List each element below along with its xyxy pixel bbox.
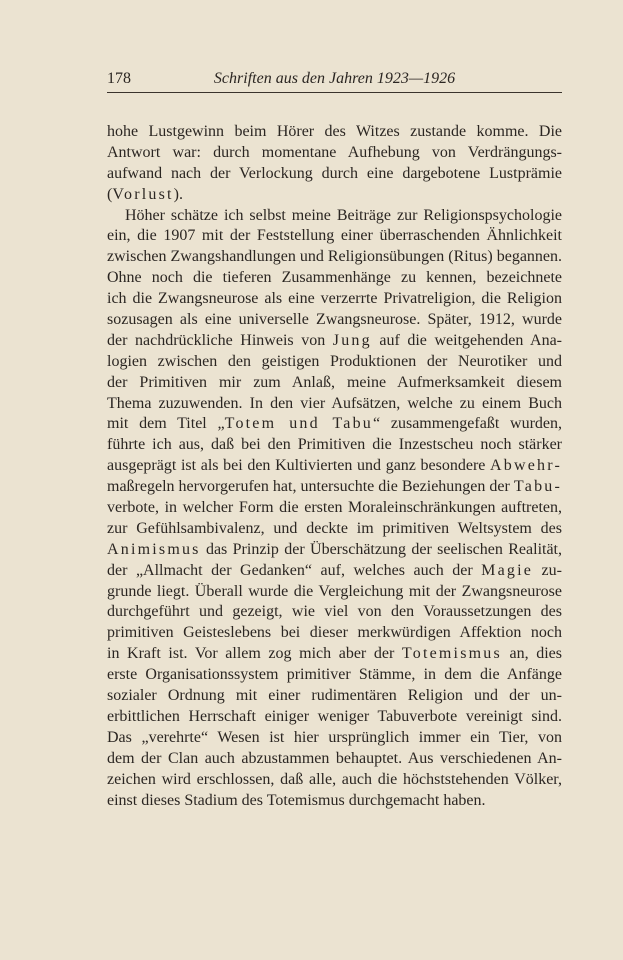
text-segment: das Prinzip der Überschätzung der seelischen Realität, <box>200 540 562 558</box>
spaced-emphasis: Tabu- <box>513 478 562 496</box>
spaced-emphasis: Jung <box>332 331 372 349</box>
running-title: Schriften aus den Jahren 1923—1926 <box>213 70 456 87</box>
text-segment: ein, die 1907 mit der Feststellung einer überraschenden Ähnlichkeit <box>107 227 562 245</box>
text-segment: zur Gefühlsambivalenz, und deckte im primitiven Weltsystem des <box>107 519 562 537</box>
text-line <box>107 206 562 227</box>
text-line <box>107 602 562 623</box>
text-segment: führte ich aus, daß bei den Primitiven die Inzestscheu noch stärker <box>107 436 562 454</box>
spaced-emphasis: Animismus <box>107 540 201 558</box>
text-segment: Ohne noch die tieferen Zusammenhänge zu kennen, bezeichnete <box>107 269 562 287</box>
text-segment: verbote, in welcher Form die ersten Moraleinschränkungen auftreten, <box>107 499 562 517</box>
text-line <box>107 519 562 540</box>
text-segment: an, dies <box>501 645 562 663</box>
text-segment: ich die Zwangsneurose als eine verzerrte Privatreligion, die Religion <box>107 290 562 308</box>
spaced-emphasis: Abwehr- <box>490 457 562 475</box>
text-line <box>107 226 562 247</box>
body-text <box>107 122 562 811</box>
text-line <box>107 310 562 331</box>
text-line <box>107 749 562 770</box>
spaced-emphasis: Magie <box>481 561 534 579</box>
text-segment: zwischen Zwangshandlungen und Religionsübungen (Ritus) begannen. <box>107 248 563 266</box>
text-line <box>107 561 562 582</box>
text-segment: durchgeführt und gezeigt, wie viel von den Voraussetzungen des <box>107 603 562 621</box>
text-segment: in Kraft ist. Vor allem zog mich aber der <box>107 645 402 663</box>
text-segment: ( <box>107 185 113 203</box>
text-segment: auf die weitgehenden Ana- <box>371 331 562 349</box>
text-segment: der nachdrückliche Hinweis von <box>107 331 333 349</box>
text-segment: “ zusammengefaßt wurden, <box>373 415 562 433</box>
text-segment: maßregeln hervorgerufen hat, untersuchte die Beziehungen der <box>107 478 514 496</box>
text-line <box>107 331 562 352</box>
text-line <box>107 247 562 268</box>
text-segment: logien zwischen den geistigen Produktionen der Neurotiker und <box>107 352 562 370</box>
text-line <box>107 185 562 206</box>
text-segment: hohe Lustgewinn beim Hörer des Witzes zustande komme. Die <box>107 123 562 140</box>
text-line <box>107 707 562 728</box>
text-line <box>107 289 562 310</box>
text-segment: Antwort war: durch momentane Aufhebung von Verdrängungs- <box>107 143 562 161</box>
text-line <box>107 394 562 415</box>
text-line <box>107 582 562 603</box>
spaced-emphasis: Vorlust <box>112 185 174 203</box>
text-line <box>107 728 562 749</box>
text-segment: der „Allmacht der Gedanken“ auf, welches auch der <box>107 561 482 579</box>
text-line <box>107 164 562 185</box>
text-segment: ). <box>173 185 183 203</box>
text-line <box>107 414 562 435</box>
spaced-emphasis: Totemismus <box>401 645 502 663</box>
text-line <box>107 770 562 791</box>
text-segment: aufwand nach der Verlockung durch eine dargebotene Lustprämie <box>107 164 562 182</box>
text-segment: dem der Clan auch abzustammen behauptet. Aus verschiedenen An- <box>107 749 562 767</box>
text-line <box>107 268 562 289</box>
text-line <box>107 122 562 143</box>
text-line <box>107 665 562 686</box>
text-line <box>107 623 562 644</box>
text-segment: ausgeprägt ist als bei den Kultivierten und ganz besondere <box>107 457 491 475</box>
text-segment: grunde liegt. Überall wurde die Vergleichung mit der Zwangsneurose <box>107 582 562 600</box>
page-number: 178 <box>107 70 131 87</box>
text-line <box>107 373 562 394</box>
text-segment: erste Organisationssystem primitiver Stämme, in dem die Anfänge <box>107 666 562 684</box>
text-line <box>107 791 562 812</box>
text-line <box>107 686 562 707</box>
text-line <box>107 540 562 561</box>
text-segment: sozialer Ordnung mit einer rudimentären Religion und der un- <box>107 687 562 705</box>
text-segment: zeichen wird erschlossen, daß alle, auch die höchststehenden Völker, <box>107 770 562 788</box>
running-header <box>107 68 562 93</box>
text-line <box>107 352 562 373</box>
text-line <box>107 498 562 519</box>
text-segment: mit dem Titel „ <box>107 415 225 433</box>
text-segment: Das „verehrte“ Wesen ist hier ursprünglich immer ein Tier, von <box>107 728 562 746</box>
text-line <box>107 644 562 665</box>
text-segment: erbittlichen Herrschaft einiger weniger Tabuverbote vereinigt sind. <box>107 707 562 725</box>
text-segment: zu- <box>533 561 562 579</box>
spaced-emphasis: Totem und Tabu <box>224 415 374 433</box>
text-line <box>107 143 562 164</box>
text-segment: sozusagen als eine universelle Zwangsneurose. Später, 1912, wurde <box>107 311 562 329</box>
text-line <box>107 435 562 456</box>
text-segment: der Primitiven mir zum Anlaß, meine Aufmerksamkeit diesem <box>107 373 562 391</box>
text-segment: Höher schätze ich selbst meine Beiträge zur Religionspsychologie <box>125 206 562 224</box>
text-segment: primitiven Geisteslebens bei dieser merkwürdigen Affektion noch <box>107 624 562 642</box>
text-line <box>107 456 562 477</box>
text-segment: einst dieses Stadium des Totemismus durchgemacht haben. <box>107 791 486 809</box>
text-line <box>107 477 562 498</box>
text-segment: Thema zuzuwenden. In den vier Aufsätzen, welche zu einem Buch <box>107 394 562 412</box>
